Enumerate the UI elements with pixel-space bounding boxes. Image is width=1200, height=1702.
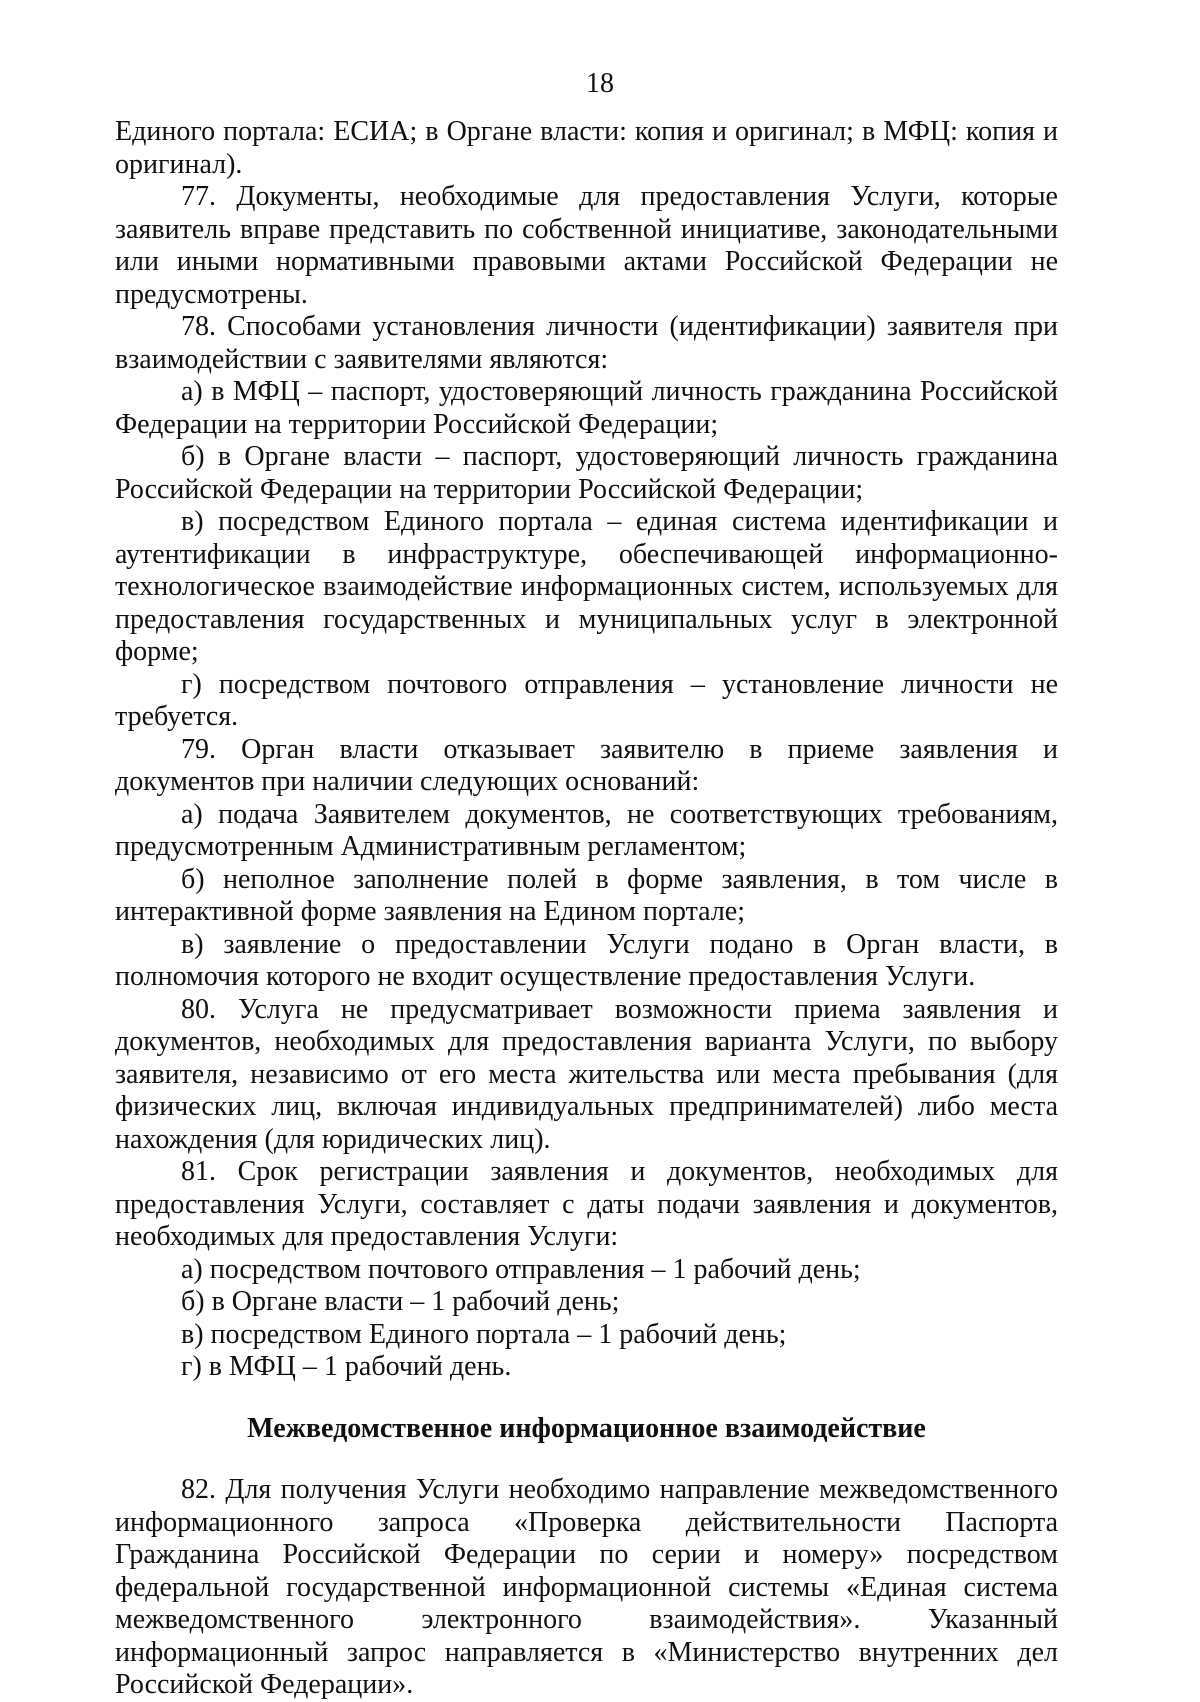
paragraph-77: 77. Документы, необходимые для предоставления Услуги, которые заявитель вправе представить по собственной инициативе, законодательными или иными нормативными правовыми актами Российской Федерации не предусмотрены. [115,181,1058,310]
section-spacer-top [115,1384,1058,1413]
paragraph-82: 82. Для получения Услуги необходимо направление межведомственного информационного запроса «Проверка действительности Паспорта Гражданина Российской Федерации по серии и номеру» посредством федеральной государственной информационной системы «Единая система межведомственного электронного взаимодействия». Указанный информационный запрос направляется в «Министерство внутренних дел Российской Федерации». [115,1474,1058,1700]
paragraph-78-b: б) в Органе власти – паспорт, удостоверяющий личность гражданина Российской Федерации на территории Российской Федерации; [115,441,1058,505]
paragraph-continuation: Единого портала: ЕСИА; в Органе власти: копия и оригинал; в МФЦ: копия и оригинал). [115,116,1058,180]
paragraph-79-a: а) подача Заявителем документов, не соответствующих требованиям, предусмотренным Административным регламентом; [115,798,1058,862]
page-number: 18 [586,68,614,99]
paragraph-81-g: г) в МФЦ – 1 рабочий день. [181,1351,512,1382]
paragraph-79: 79. Орган власти отказывает заявителю в приеме заявления и документов при наличии следующих оснований: [115,733,1058,797]
section-spacer-bottom [115,1445,1058,1474]
paragraph-81-v: в) посредством Единого портала – 1 рабочий день; [181,1318,787,1350]
paragraph-78-a: а) в МФЦ – паспорт, удостоверяющий личность гражданина Российской Федерации на территории Российской Федерации; [115,376,1058,440]
section-heading: Межведомственное информационное взаимодействие [247,1412,926,1444]
paragraph-78-g: г) посредством почтового отправления – установление личности не требуется. [115,668,1058,732]
document-body [115,116,1058,1702]
paragraph-79-v: в) заявление о предоставлении Услуги подано в Орган власти, в полномочия которого не входит осуществление предоставления Услуги. [115,928,1058,992]
paragraph-79-b: б) неполное заполнение полей в форме заявления, в том числе в интерактивной форме заявления на Едином портале; [115,863,1058,927]
paragraph-81-a: а) посредством почтового отправления – 1 рабочий день; [181,1253,861,1285]
paragraph-78-v: в) посредством Единого портала – единая система идентификации и аутентификации в инфраструктуре, обеспечивающей информационно-технологическое взаимодействие информационных систем, используемых для предоставления государственных и муниципальных услуг в электронной форме; [115,506,1058,667]
paragraph-81: 81. Срок регистрации заявления и документов, необходимых для предоставления Услуги, составляет с даты подачи заявления и документов, необходимых для предоставления Услуги: [115,1156,1058,1252]
paragraph-78: 78. Способами установления личности (идентификации) заявителя при взаимодействии с заявителями являются: [115,311,1058,375]
paragraph-80: 80. Услуга не предусматривает возможности приема заявления и документов, необходимых для предоставления варианта Услуги, по выбору заявителя, независимо от его места жительства или места пребывания (для физических лиц, включая индивидуальных предпринимателей) либо места нахождения (для юридических лиц). [115,993,1058,1155]
paragraph-81-b: б) в Органе власти – 1 рабочий день; [181,1286,620,1317]
